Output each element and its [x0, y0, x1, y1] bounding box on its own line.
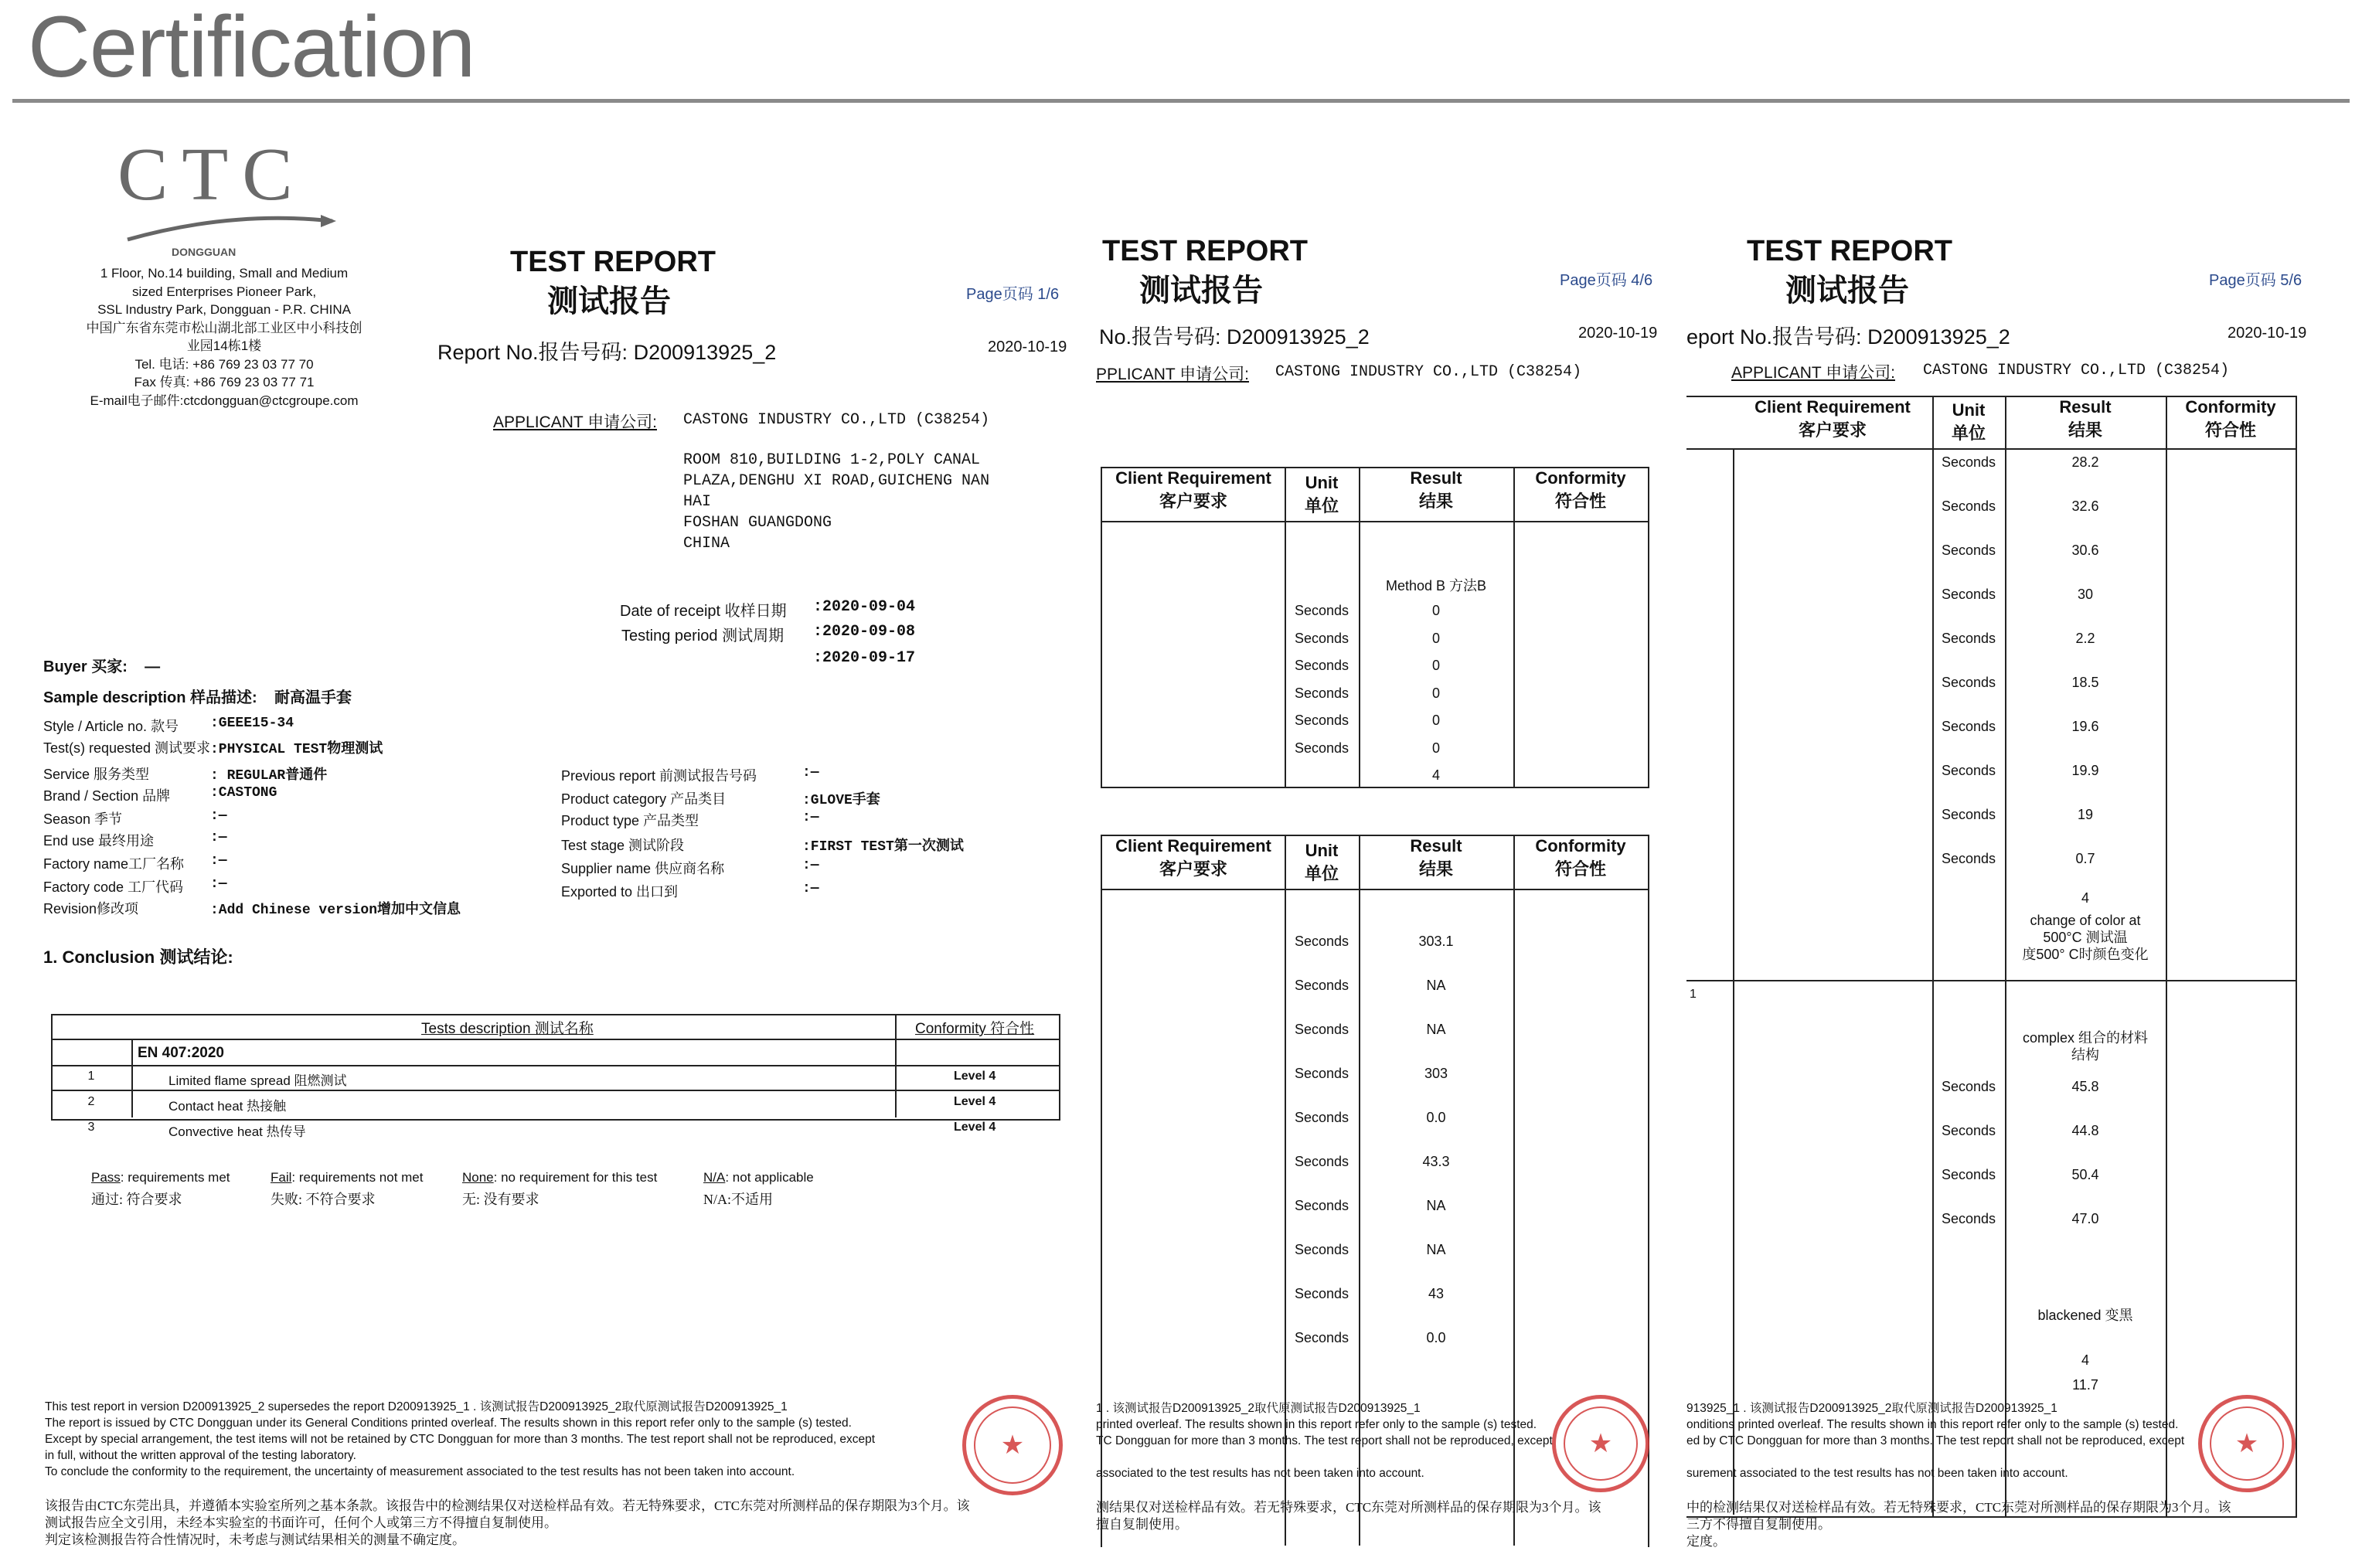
applicant-label: PPLICANT 申请公司:	[1096, 366, 1249, 383]
standard: EN 407:2020	[138, 1045, 224, 1061]
footer-line: associated to the test results has not been taken into account.	[1096, 1467, 1424, 1480]
result-value: 0	[1431, 630, 1440, 646]
legend-key: Pass	[91, 1170, 121, 1185]
report-title: TEST REPORT	[1102, 235, 1309, 267]
note-line: complex 组合的材料	[2022, 1030, 2149, 1046]
report-title: TEST REPORT	[1747, 235, 1953, 267]
unit-cell: Seconds	[1941, 675, 1996, 690]
footer-line: ed by CTC Dongguan for more than 3 months. The test report shall not be reproduced, except	[1686, 1434, 2185, 1447]
note-line: 500°C 测试温	[2043, 930, 2128, 945]
report-page-4: TEST REPORT 测试报告 Page页码 4/6 No.报告号码: D200913925_2 2020-10-19 PPLICANT 申请公司: CASTONG INDUSTRY CO.,LTD (C38254) Client Requirement 客户要求 Unit 单位 Result 结果 Conformity 符合性 Method B 方法B Seconds 0 Seconds 0 Seconds 0 Seconds 0 Seconds 0 Seconds 0 4 Client Requirement 客户要求 Unit 单位 Result 结果 Conformity 符合性 Seconds 303.1 Seconds NA Seconds NA Seconds 303 Seconds 0.0 Seconds 43.3 Seconds NA Seconds NA Seconds 43 Seconds 0.0 1 . 该测试报告D200913925_2取代原测试报告D200913925_1 printed overleaf. The results shown in this report refer only to the sample (s) tested. TC Dongguan for more than 3 months. The test report shall not be reproduced, except associated to the test results has not been taken into account. 测结果仅对送检样品有效。若无特殊要求，CTC东莞对所测样品的保存期限为3个月。该 擅自复制使用。 ★	[1096, 116, 1669, 1561]
title-underline	[12, 99, 2350, 103]
applicant-name: CASTONG INDUSTRY CO.,LTD (C38254)	[1923, 362, 2230, 379]
result-value: 0	[1431, 603, 1440, 618]
footer-line: onditions printed overleaf. The results shown in this report refer only to the sample (s) tested.	[1686, 1418, 2179, 1431]
legend-item	[703, 1170, 814, 1185]
applicant-address	[683, 450, 989, 554]
unit-cell: Seconds	[1294, 713, 1349, 728]
footer-line-cn: 判定该检测报告符合性情况时，未考虑与测试结果相关的测量不确定度。	[45, 1532, 465, 1547]
unit-cell: Seconds	[1941, 1211, 1996, 1226]
page-title: Certification	[28, 0, 475, 95]
page-number: Page页码 4/6	[1560, 272, 1653, 289]
test-number: 3	[87, 1121, 95, 1134]
field-label: Product type 产品类型	[561, 813, 699, 828]
footer-line: This test report in version D200913925_2 supersedes the report D200913925_1 . 该测试报告D200913925_2取代原测试报告D200913925_1	[45, 1400, 788, 1413]
address-line: ROOM 810,BUILDING 1-2,POLY CANAL	[683, 451, 981, 469]
legend-text-cn: N/A:不适用	[703, 1192, 773, 1207]
field-value: :—	[802, 858, 819, 873]
test-number: 2	[87, 1095, 95, 1108]
page-number: Page页码 5/6	[2209, 272, 2302, 289]
field-value: :CASTONG	[210, 785, 277, 801]
footer-line-cn: 定度。	[1686, 1534, 1726, 1549]
field-label: End use 最终用途	[43, 833, 155, 849]
report-number: No.报告号码: D200913925_2	[1099, 325, 1370, 349]
receipt-label: Date of receipt 收样日期	[620, 603, 787, 620]
test-level: Level 4	[954, 1095, 996, 1108]
applicant-name: CASTONG INDUSTRY CO.,LTD (C38254)	[683, 411, 990, 429]
report-date: 2020-10-19	[1578, 325, 1658, 342]
field-label: Product category 产品类目	[561, 791, 727, 807]
receipt-date: :2020-09-04	[813, 598, 916, 616]
result-value: NA	[1426, 1198, 1446, 1213]
legend-item	[91, 1170, 230, 1185]
footer-line-cn: 中的检测结果仅对送检样品有效。若无特殊要求，CTC东莞对所测样品的保存期限为3个月。该	[1686, 1500, 2231, 1515]
field-value: :—	[802, 765, 819, 781]
footer-line: 1 . 该测试报告D200913925_2取代原测试报告D200913925_1	[1096, 1402, 1421, 1415]
result-value: 0	[1431, 713, 1440, 728]
note-line: 结构	[2071, 1047, 2099, 1063]
unit-cell: Seconds	[1941, 851, 1996, 866]
field-value: :GEEE15-34	[210, 716, 294, 731]
field-label: Service 服务类型	[43, 767, 150, 782]
address-line: sized Enterprises Pioneer Park,	[131, 284, 317, 299]
field-label: Previous report 前测试报告号码	[561, 768, 757, 784]
result-value: 0.0	[1426, 1110, 1446, 1125]
unit-cell: Seconds	[1294, 978, 1349, 993]
report-page-1	[31, 116, 1113, 1561]
period-from: :2020-09-08	[813, 623, 916, 641]
unit-cell: Seconds	[1294, 1286, 1349, 1301]
field-label: Revision修改项	[43, 901, 139, 917]
address-line: PLAZA,DENGHU XI ROAD,GUICHENG NAN	[683, 472, 990, 490]
unit-cell: Seconds	[1294, 1198, 1349, 1213]
period-label: Testing period 测试周期	[621, 628, 784, 645]
footer-line: The report is issued by CTC Dongguan under its General Conditions printed overleaf. The results shown in this report refer only to the sample (s) tested.	[45, 1417, 852, 1430]
footer-line-cn: 三方不得擅自复制使用。	[1686, 1517, 1831, 1532]
result-value: 30.6	[2071, 543, 2099, 558]
level-value: 4	[2081, 1352, 2089, 1368]
method-label: Method B 方法B	[1385, 578, 1487, 594]
field-value: :—	[802, 810, 819, 825]
footer-line: Except by special arrangement, the test items will not be retained by CTC Dongguan for more than 3 months. The test report shall not be reproduced, except	[45, 1433, 876, 1446]
blackened-note: blackened 变黑	[2037, 1308, 2133, 1323]
address-line: Tel. 电话: +86 769 23 03 77 70	[134, 356, 314, 372]
report-date: 2020-10-19	[988, 338, 1067, 355]
result-value: 32.6	[2071, 498, 2099, 514]
result-value: 0	[1431, 685, 1440, 701]
logo-sub: DONGGUAN	[172, 246, 237, 258]
unit-cell: Seconds	[1294, 1022, 1349, 1037]
row-mark: 1	[1690, 988, 1697, 1001]
result-value: NA	[1426, 1022, 1446, 1037]
field-value: :—	[210, 808, 227, 824]
buyer: Buyer 买家: —	[43, 658, 161, 675]
report-title: TEST REPORT	[510, 246, 716, 278]
sample-description: Sample description 样品描述: 耐高温手套	[43, 689, 352, 706]
unit-cell: Seconds	[1941, 543, 1996, 558]
result-value: 0	[1431, 740, 1440, 756]
unit-cell: Seconds	[1941, 719, 1996, 734]
result-value: 43	[1428, 1286, 1445, 1301]
result-value: 19.9	[2071, 763, 2099, 778]
footer-line: printed overleaf. The results shown in this report refer only to the sample (s) tested.	[1096, 1418, 1537, 1431]
logo-swoosh-icon	[124, 210, 340, 249]
result-value: NA	[1426, 978, 1446, 993]
legend-text-cn: 无: 没有要求	[462, 1192, 539, 1207]
footer-line-cn: 测试报告应全文引用，未经本实验室的书面许可，任何个人或第三方不得擅自复制使用。	[45, 1515, 557, 1530]
legend-text-cn: 通过: 符合要求	[91, 1192, 182, 1207]
conclusion-heading: 1. Conclusion 测试结论:	[43, 947, 233, 967]
note-line: change of color at	[2030, 913, 2141, 928]
field-value: :—	[210, 853, 227, 869]
field-label: Test stage 测试阶段	[561, 838, 685, 853]
unit-cell: Seconds	[1294, 740, 1349, 756]
legend-key: Fail	[271, 1170, 292, 1185]
result-value: 11.7	[2072, 1377, 2098, 1393]
field-value: :PHYSICAL TEST物理测试	[210, 742, 383, 757]
field-value: :Add Chinese version增加中文信息	[210, 903, 461, 918]
conformity-header: Conformity 符合性	[915, 1021, 1035, 1037]
address-line: CHINA	[683, 535, 730, 553]
field-value: :GLOVE手套	[802, 793, 880, 808]
address-line: Fax 传真: +86 769 23 03 77 71	[134, 375, 315, 389]
legend-text: : no requirement for this test	[493, 1170, 658, 1185]
field-label: Season 季节	[43, 811, 123, 827]
unit-cell: Seconds	[1941, 807, 1996, 822]
test-name: Convective heat 热传导	[168, 1124, 306, 1139]
field-value: :—	[802, 881, 819, 896]
legend-text-cn: 失败: 不符合要求	[271, 1192, 376, 1207]
result-value: 0.0	[1426, 1330, 1446, 1345]
company-stamp-icon: ★	[962, 1395, 1063, 1495]
field-value: : REGULAR普通件	[210, 768, 328, 784]
unit-cell: Seconds	[1294, 630, 1349, 646]
legend-item	[462, 1170, 657, 1185]
address-line: HAI	[683, 493, 712, 511]
field-label: Style / Article no. 款号	[43, 719, 179, 734]
unit-cell: Seconds	[1941, 1123, 1996, 1138]
legend-text: : requirements not met	[291, 1170, 424, 1185]
result-value: 303.1	[1418, 934, 1454, 949]
result-value: 2.2	[2075, 631, 2095, 646]
report-title-cn: 测试报告	[547, 284, 671, 318]
unit-cell: Seconds	[1294, 658, 1349, 673]
report-title-cn: 测试报告	[1785, 274, 1909, 308]
address-line: E-mail电子邮件:ctcdongguan@ctcgroupe.com	[90, 393, 359, 408]
unit-cell: Seconds	[1294, 685, 1349, 701]
result-value: 18.5	[2071, 675, 2099, 690]
applicant-name: CASTONG INDUSTRY CO.,LTD (C38254)	[1275, 363, 1582, 381]
applicant-label: APPLICANT 申请公司:	[493, 413, 657, 431]
unit-cell: Seconds	[1941, 587, 1996, 602]
result-value: 30	[2077, 587, 2094, 602]
unit-cell: Seconds	[1941, 1079, 1996, 1094]
result-value: 19.6	[2071, 719, 2099, 734]
result-value: 0	[1431, 658, 1440, 673]
field-label: Brand / Section 品牌	[43, 788, 171, 804]
footer-line: TC Dongguan for more than 3 months. The test report shall not be reproduced, except	[1096, 1434, 1553, 1447]
tests-header: Tests description 测试名称	[421, 1021, 594, 1037]
footer-line-cn: 该报告由CTC东莞出具，并遵循本实验室所列之基本条款。该报告中的检测结果仅对送检样品有效。若无特殊要求，CTC东莞对所测样品的保存期限为3个月。该	[45, 1498, 970, 1513]
unit-cell: Seconds	[1294, 1110, 1349, 1125]
report-page-5: TEST REPORT 测试报告 Page页码 5/6 eport No.报告号码: D200913925_2 2020-10-19 APPLICANT 申请公司: CASTONG INDUSTRY CO.,LTD (C38254) Client Requirement 客户要求 Unit 单位 Result 结果 Conformity 符合性 Seconds 28.2 Seconds 32.6 Seconds 30.6 Seconds 30 Seconds 2.2 Seconds 18.5 Seconds 19.6 Seconds 19.9 Seconds 19 Seconds 0.7 4 change of color at 500°C 测试温 度500° C时颜色变化 1 complex 组合的材料 结构 Seconds 45.8 Seconds 44.8 Seconds 50.4 Seconds 47.0 blackened 变黑 4 11.7 913925_1 . 该测试报告D200913925_2取代原测试报告D200913925_1 onditions printed overleaf. The results shown in this report refer only to the sample (s) tested. ed by CTC Dongguan for more than 3 months. The test report shall not be reproduced, except surement associated to the test results has not been taken into account. 中的检测结果仅对送检样品有效。若无特殊要求，CTC东莞对所测样品的保存期限为3个月。该 三方不得擅自复制使用。 定度。 ★	[1686, 116, 2328, 1561]
legend-key: N/A	[703, 1170, 726, 1185]
address-line: 中国广东省东莞市松山湖北部工业区中小科技创	[86, 320, 362, 335]
result-value: 43.3	[1422, 1154, 1450, 1169]
legend-item	[271, 1170, 423, 1185]
field-label: Exported to 出口到	[561, 884, 679, 900]
lab-address	[31, 264, 417, 410]
test-level: Level 4	[954, 1070, 996, 1083]
address-line: 业园14栋1楼	[186, 338, 262, 353]
footer-line: 913925_1 . 该测试报告D200913925_2取代原测试报告D200913925_1	[1686, 1402, 2057, 1415]
address-line: SSL Industry Park, Dongguan - P.R. CHINA	[97, 302, 351, 317]
result-value: 0.7	[2075, 851, 2095, 866]
report-title-cn: 测试报告	[1139, 274, 1263, 308]
complex-note	[2005, 1029, 2166, 1063]
color-change-note	[2005, 912, 2166, 963]
unit-cell: Seconds	[1941, 631, 1996, 646]
field-label: Supplier name 供应商名称	[561, 861, 725, 876]
footer-line: surement associated to the test results has not been taken into account.	[1686, 1467, 2068, 1480]
page-number: Page页码 1/6	[966, 286, 1060, 303]
report-number: Report No.报告号码: D200913925_2	[437, 341, 777, 364]
applicant-label: APPLICANT 申请公司:	[1731, 364, 1895, 382]
result-value: 50.4	[2071, 1167, 2099, 1182]
test-level: Level 4	[954, 1121, 996, 1134]
report-date: 2020-10-19	[2228, 325, 2307, 342]
test-name: Limited flame spread 阻燃测试	[168, 1073, 347, 1088]
note-line: 度500° C时颜色变化	[2022, 947, 2149, 962]
field-value: :—	[210, 830, 227, 845]
test-name: Contact heat 热接触	[168, 1099, 287, 1114]
result-value: 19	[2077, 807, 2094, 822]
unit-cell: Seconds	[1941, 763, 1996, 778]
unit-cell: Seconds	[1294, 1242, 1349, 1257]
unit-cell: Seconds	[1294, 1154, 1349, 1169]
address-line: FOSHAN GUANGDONG	[683, 514, 832, 532]
level-value: 4	[2081, 890, 2089, 906]
test-number: 1	[87, 1070, 95, 1083]
unit-cell: Seconds	[1941, 454, 1996, 470]
period-to: :2020-09-17	[813, 649, 916, 667]
result-value: 28.2	[2071, 454, 2099, 470]
field-value: :FIRST TEST第一次测试	[802, 839, 964, 855]
unit-cell: Seconds	[1294, 1066, 1349, 1081]
unit-cell: Seconds	[1294, 603, 1349, 618]
legend-text: : requirements met	[120, 1170, 230, 1185]
result-value: 45.8	[2071, 1079, 2099, 1094]
address-line: 1 Floor, No.14 building, Small and Medium	[100, 266, 349, 281]
result-value: 47.0	[2071, 1211, 2099, 1226]
footer-line-cn: 擅自复制使用。	[1096, 1517, 1188, 1532]
logo-text: CTC	[117, 133, 307, 216]
legend-key: None	[462, 1170, 494, 1185]
field-label: Factory name工厂名称	[43, 856, 185, 872]
footer-line-cn: 测结果仅对送检样品有效。若无特殊要求，CTC东莞对所测样品的保存期限为3个月。该	[1096, 1500, 1601, 1515]
field-value: :—	[210, 876, 227, 892]
legend-text: : not applicable	[725, 1170, 814, 1185]
company-stamp-icon: ★	[1552, 1395, 1649, 1492]
result-value: 44.8	[2071, 1123, 2099, 1138]
result-value: NA	[1426, 1242, 1446, 1257]
footer-line: To conclude the conformity to the requirement, the uncertainty of measurement associated to the test results has not been taken into account.	[45, 1465, 795, 1478]
result-value: 4	[1431, 767, 1440, 783]
report-number: eport No.报告号码: D200913925_2	[1686, 325, 2010, 349]
result-value: 303	[1424, 1066, 1448, 1081]
company-stamp-icon: ★	[2198, 1395, 2296, 1492]
field-label: Test(s) requested 测试要求	[43, 740, 211, 756]
unit-cell: Seconds	[1294, 1330, 1349, 1345]
unit-cell: Seconds	[1941, 498, 1996, 514]
field-label: Factory code 工厂代码	[43, 879, 184, 895]
unit-cell: Seconds	[1941, 1167, 1996, 1182]
footer-line: in full, without the written approval of the testing laboratory.	[45, 1449, 356, 1462]
unit-cell: Seconds	[1294, 934, 1349, 949]
